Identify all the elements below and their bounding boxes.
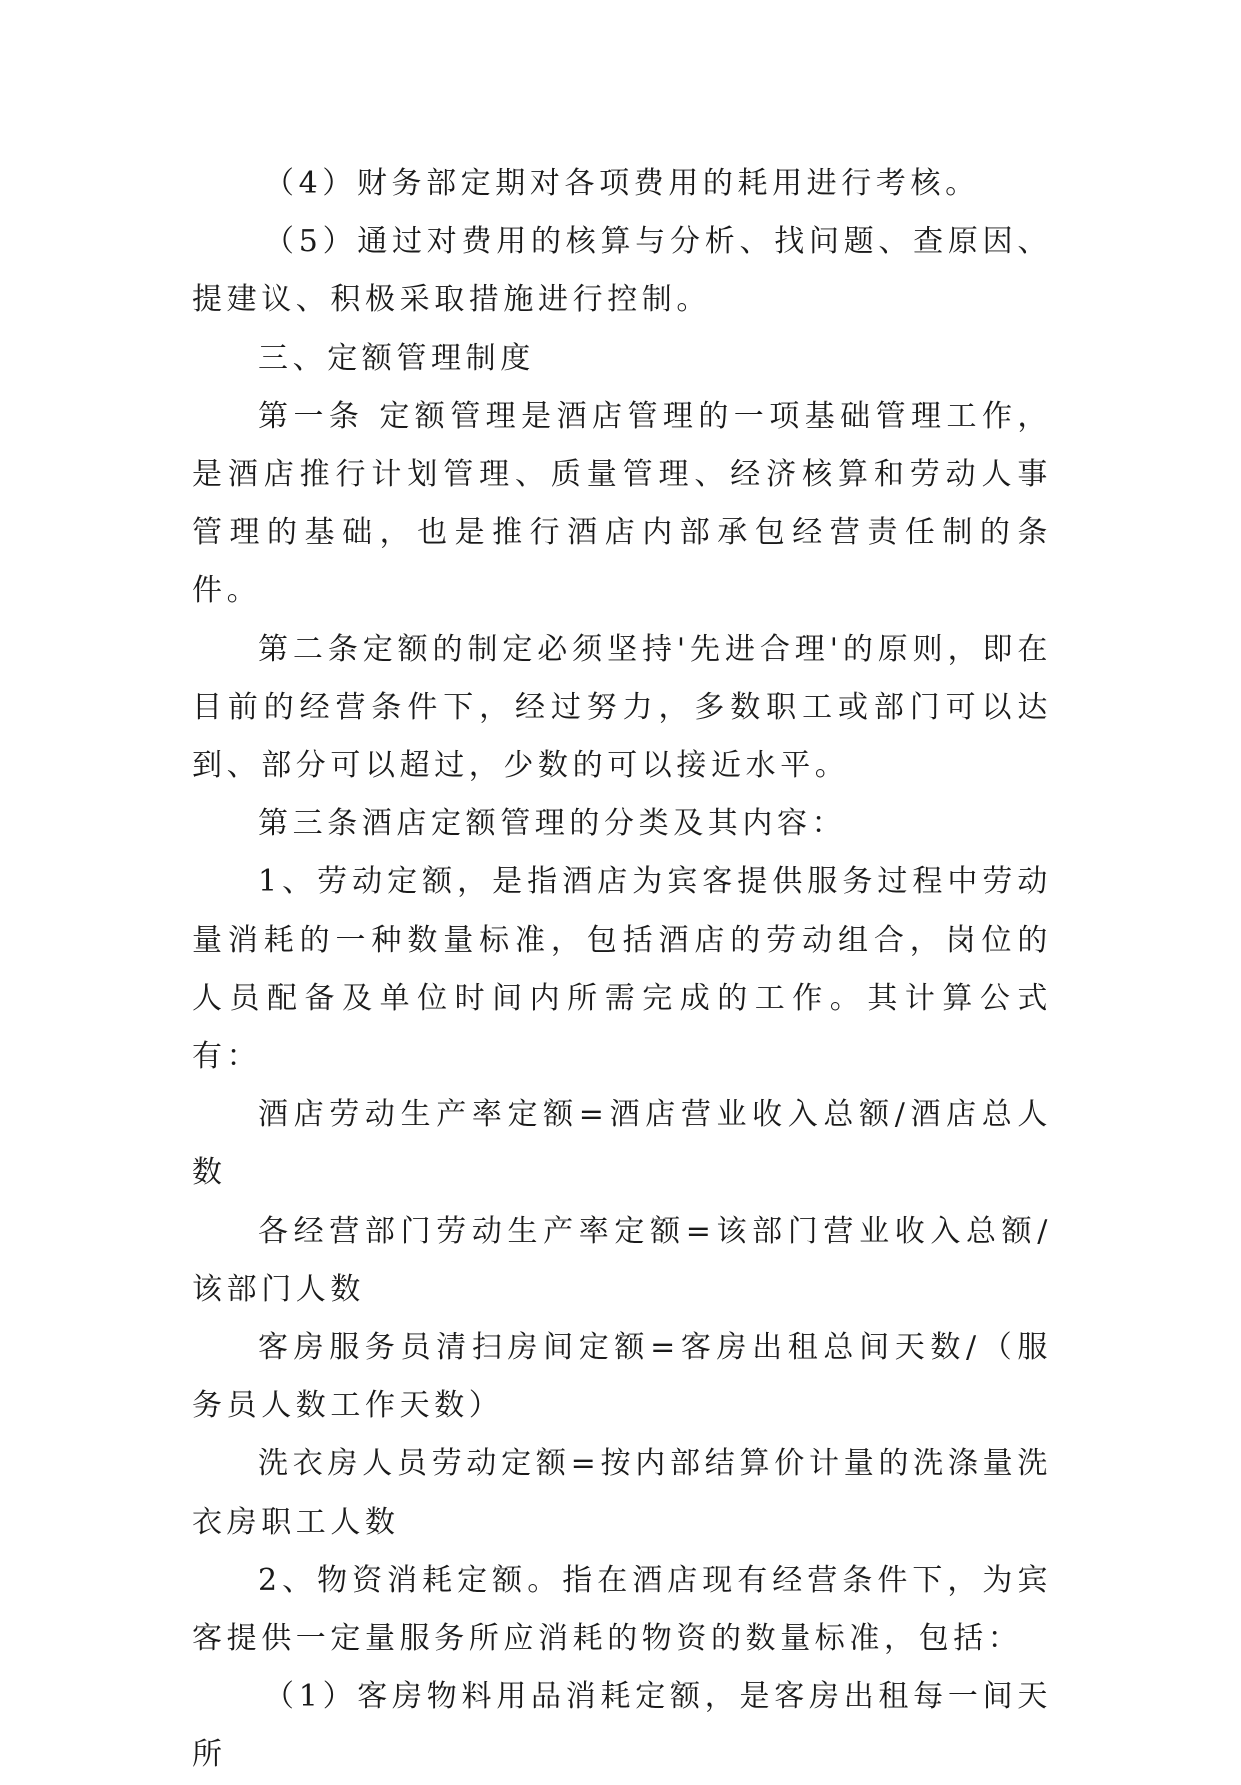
section-heading-quota-management: 三、定额管理制度 [258,340,535,376]
formula-department-productivity: 各经营部门劳动生产率定额=该部门营业收入总额/该部门人数 [192,1213,1052,1307]
paragraph-finance-assessment: （4）财务部定期对各项费用的耗用进行考核。 [264,166,980,201]
paragraph-article-3: 第三条酒店定额管理的分类及其内容： [258,806,847,842]
document-body [192,155,1052,1785]
formula-room-cleaning: 客房服务员清扫房间定额=客房出租总间天数/（服务员人数工作天数） [192,1330,1052,1424]
paragraph-room-supplies: （1）客房物料用品消耗定额，是客房出租每一间天所 [192,1679,1052,1773]
paragraph-article-1: 第一条 定额管理是酒店管理的一项基础管理工作，是酒店推行计划管理、质量管理、经济核算和劳动人事管理的基础，也是推行酒店内部承包经营责任制的条件。 [192,398,1052,609]
formula-hotel-productivity: 酒店劳动生产率定额=酒店营业收入总额/酒店总人数 [192,1097,1052,1191]
paragraph-material-quota: 2、物资消耗定额。指在酒店现有经营条件下，为宾客提供一定量服务所应消耗的物资的数量标准，包括： [192,1562,1052,1657]
paragraph-labor-quota: 1、劳动定额，是指酒店为宾客提供服务过程中劳动量消耗的一种数量标准，包括酒店的劳动组合，岗位的人员配备及单位时间内所需完成的工作。其计算公式有： [192,864,1052,1075]
paragraph-article-2: 第二条定额的制定必须坚持'先进合理'的原则，即在目前的经营条件下，经过努力，多数职工或部门可以达到、部分可以超过，少数的可以接近水平。 [192,631,1052,784]
formula-laundry-labor: 洗衣房人员劳动定额=按内部结算价计量的洗涤量洗衣房职工人数 [192,1446,1052,1540]
paragraph-cost-analysis: （5）通过对费用的核算与分析、找问题、查原因、提建议、积极采取措施进行控制。 [192,224,1052,318]
